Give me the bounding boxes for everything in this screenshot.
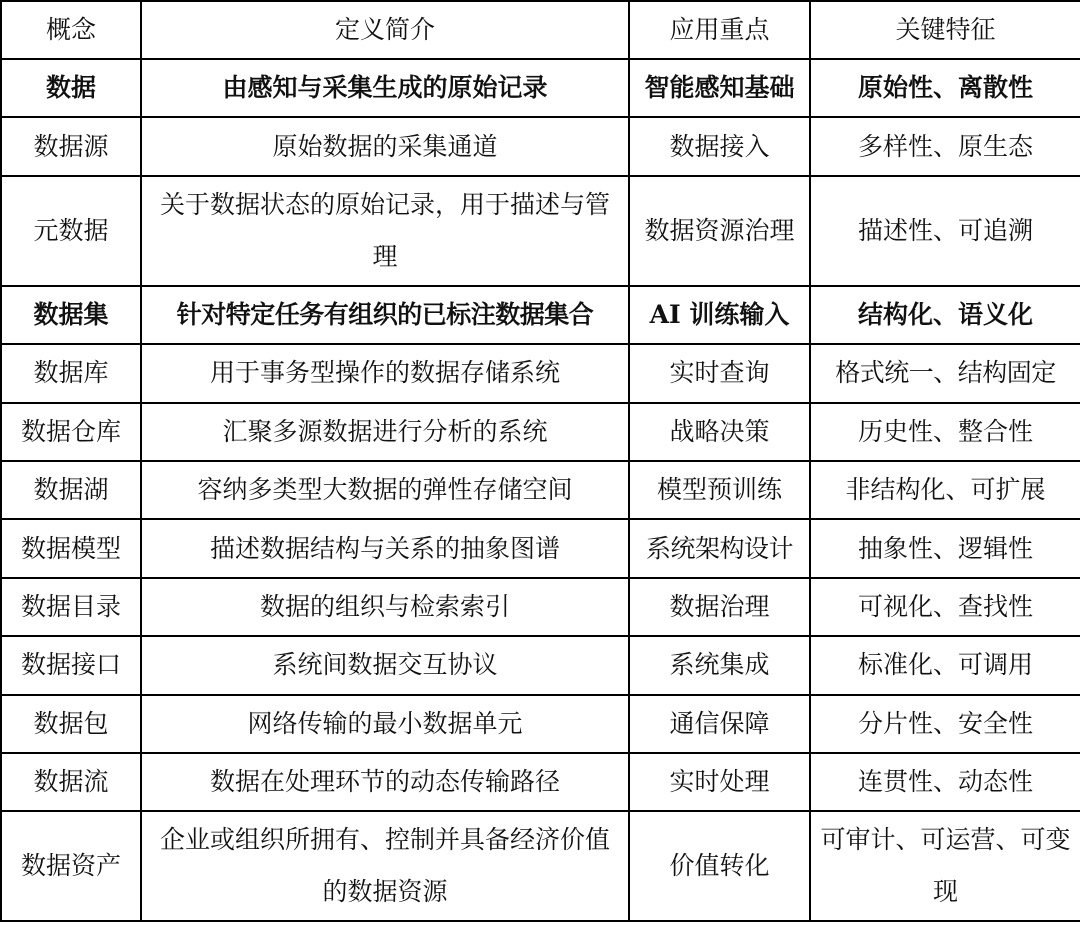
table-row xyxy=(1,461,1080,519)
table-row xyxy=(1,344,1080,402)
cell-features: 抽象性、逻辑性 xyxy=(810,519,1080,577)
header-application: 应用重点 xyxy=(629,1,810,59)
header-concept: 概念 xyxy=(1,1,141,59)
header-features: 关键特征 xyxy=(810,1,1080,59)
cell-concept: 元数据 xyxy=(1,176,141,286)
cell-concept: 数据库 xyxy=(1,344,141,402)
cell-features: 原始性、离散性 xyxy=(810,59,1080,117)
cell-definition: 汇聚多源数据进行分析的系统 xyxy=(141,403,629,461)
table-header xyxy=(1,1,1080,59)
cell-concept: 数据包 xyxy=(1,695,141,753)
cell-application: 价值转化 xyxy=(629,811,810,921)
cell-concept: 数据集 xyxy=(1,286,141,344)
cell-definition: 关于数据状态的原始记录，用于描述与管理 xyxy=(141,176,629,286)
cell-application: AI 训练输入 xyxy=(629,286,810,344)
cell-features: 历史性、整合性 xyxy=(810,403,1080,461)
cell-features: 可审计、可运营、可变现 xyxy=(810,811,1080,921)
cell-concept: 数据流 xyxy=(1,753,141,811)
table-row xyxy=(1,578,1080,636)
cell-definition: 原始数据的采集通道 xyxy=(141,117,629,175)
cell-features: 可视化、查找性 xyxy=(810,578,1080,636)
cell-features: 描述性、可追溯 xyxy=(810,176,1080,286)
cell-definition: 由感知与采集生成的原始记录 xyxy=(141,59,629,117)
cell-features: 多样性、原生态 xyxy=(810,117,1080,175)
cell-concept: 数据仓库 xyxy=(1,403,141,461)
cell-features: 分片性、安全性 xyxy=(810,695,1080,753)
cell-application: 智能感知基础 xyxy=(629,59,810,117)
cell-concept: 数据源 xyxy=(1,117,141,175)
cell-concept: 数据 xyxy=(1,59,141,117)
table-row xyxy=(1,695,1080,753)
table-row xyxy=(1,636,1080,694)
cell-definition: 描述数据结构与关系的抽象图谱 xyxy=(141,519,629,577)
table-row xyxy=(1,286,1080,344)
cell-concept: 数据湖 xyxy=(1,461,141,519)
cell-definition: 数据在处理环节的动态传输路径 xyxy=(141,753,629,811)
table-row xyxy=(1,176,1080,286)
cell-application: 系统架构设计 xyxy=(629,519,810,577)
cell-application: 数据治理 xyxy=(629,578,810,636)
cell-application: 数据接入 xyxy=(629,117,810,175)
cell-application: 数据资源治理 xyxy=(629,176,810,286)
header-row xyxy=(1,1,1080,59)
cell-features: 结构化、语义化 xyxy=(810,286,1080,344)
cell-concept: 数据资产 xyxy=(1,811,141,921)
table-row xyxy=(1,811,1080,921)
cell-definition: 数据的组织与检索索引 xyxy=(141,578,629,636)
table-row xyxy=(1,753,1080,811)
cell-features: 格式统一、结构固定 xyxy=(810,344,1080,402)
cell-definition: 针对特定任务有组织的已标注数据集合 xyxy=(141,286,629,344)
cell-concept: 数据目录 xyxy=(1,578,141,636)
cell-definition: 企业或组织所拥有、控制并具备经济价值的数据资源 xyxy=(141,811,629,921)
cell-application: 模型预训练 xyxy=(629,461,810,519)
table-row xyxy=(1,117,1080,175)
cell-application: 系统集成 xyxy=(629,636,810,694)
cell-features: 标准化、可调用 xyxy=(810,636,1080,694)
table-row xyxy=(1,59,1080,117)
cell-features: 非结构化、可扩展 xyxy=(810,461,1080,519)
cell-application: 通信保障 xyxy=(629,695,810,753)
cell-concept: 数据接口 xyxy=(1,636,141,694)
cell-definition: 网络传输的最小数据单元 xyxy=(141,695,629,753)
cell-concept: 数据模型 xyxy=(1,519,141,577)
table-row xyxy=(1,519,1080,577)
cell-application: 实时处理 xyxy=(629,753,810,811)
cell-definition: 系统间数据交互协议 xyxy=(141,636,629,694)
cell-definition: 用于事务型操作的数据存储系统 xyxy=(141,344,629,402)
header-definition: 定义简介 xyxy=(141,1,629,59)
table-row xyxy=(1,403,1080,461)
cell-definition: 容纳多类型大数据的弹性存储空间 xyxy=(141,461,629,519)
cell-application: 战略决策 xyxy=(629,403,810,461)
cell-features: 连贯性、动态性 xyxy=(810,753,1080,811)
cell-application: 实时查询 xyxy=(629,344,810,402)
table-body xyxy=(1,59,1080,921)
